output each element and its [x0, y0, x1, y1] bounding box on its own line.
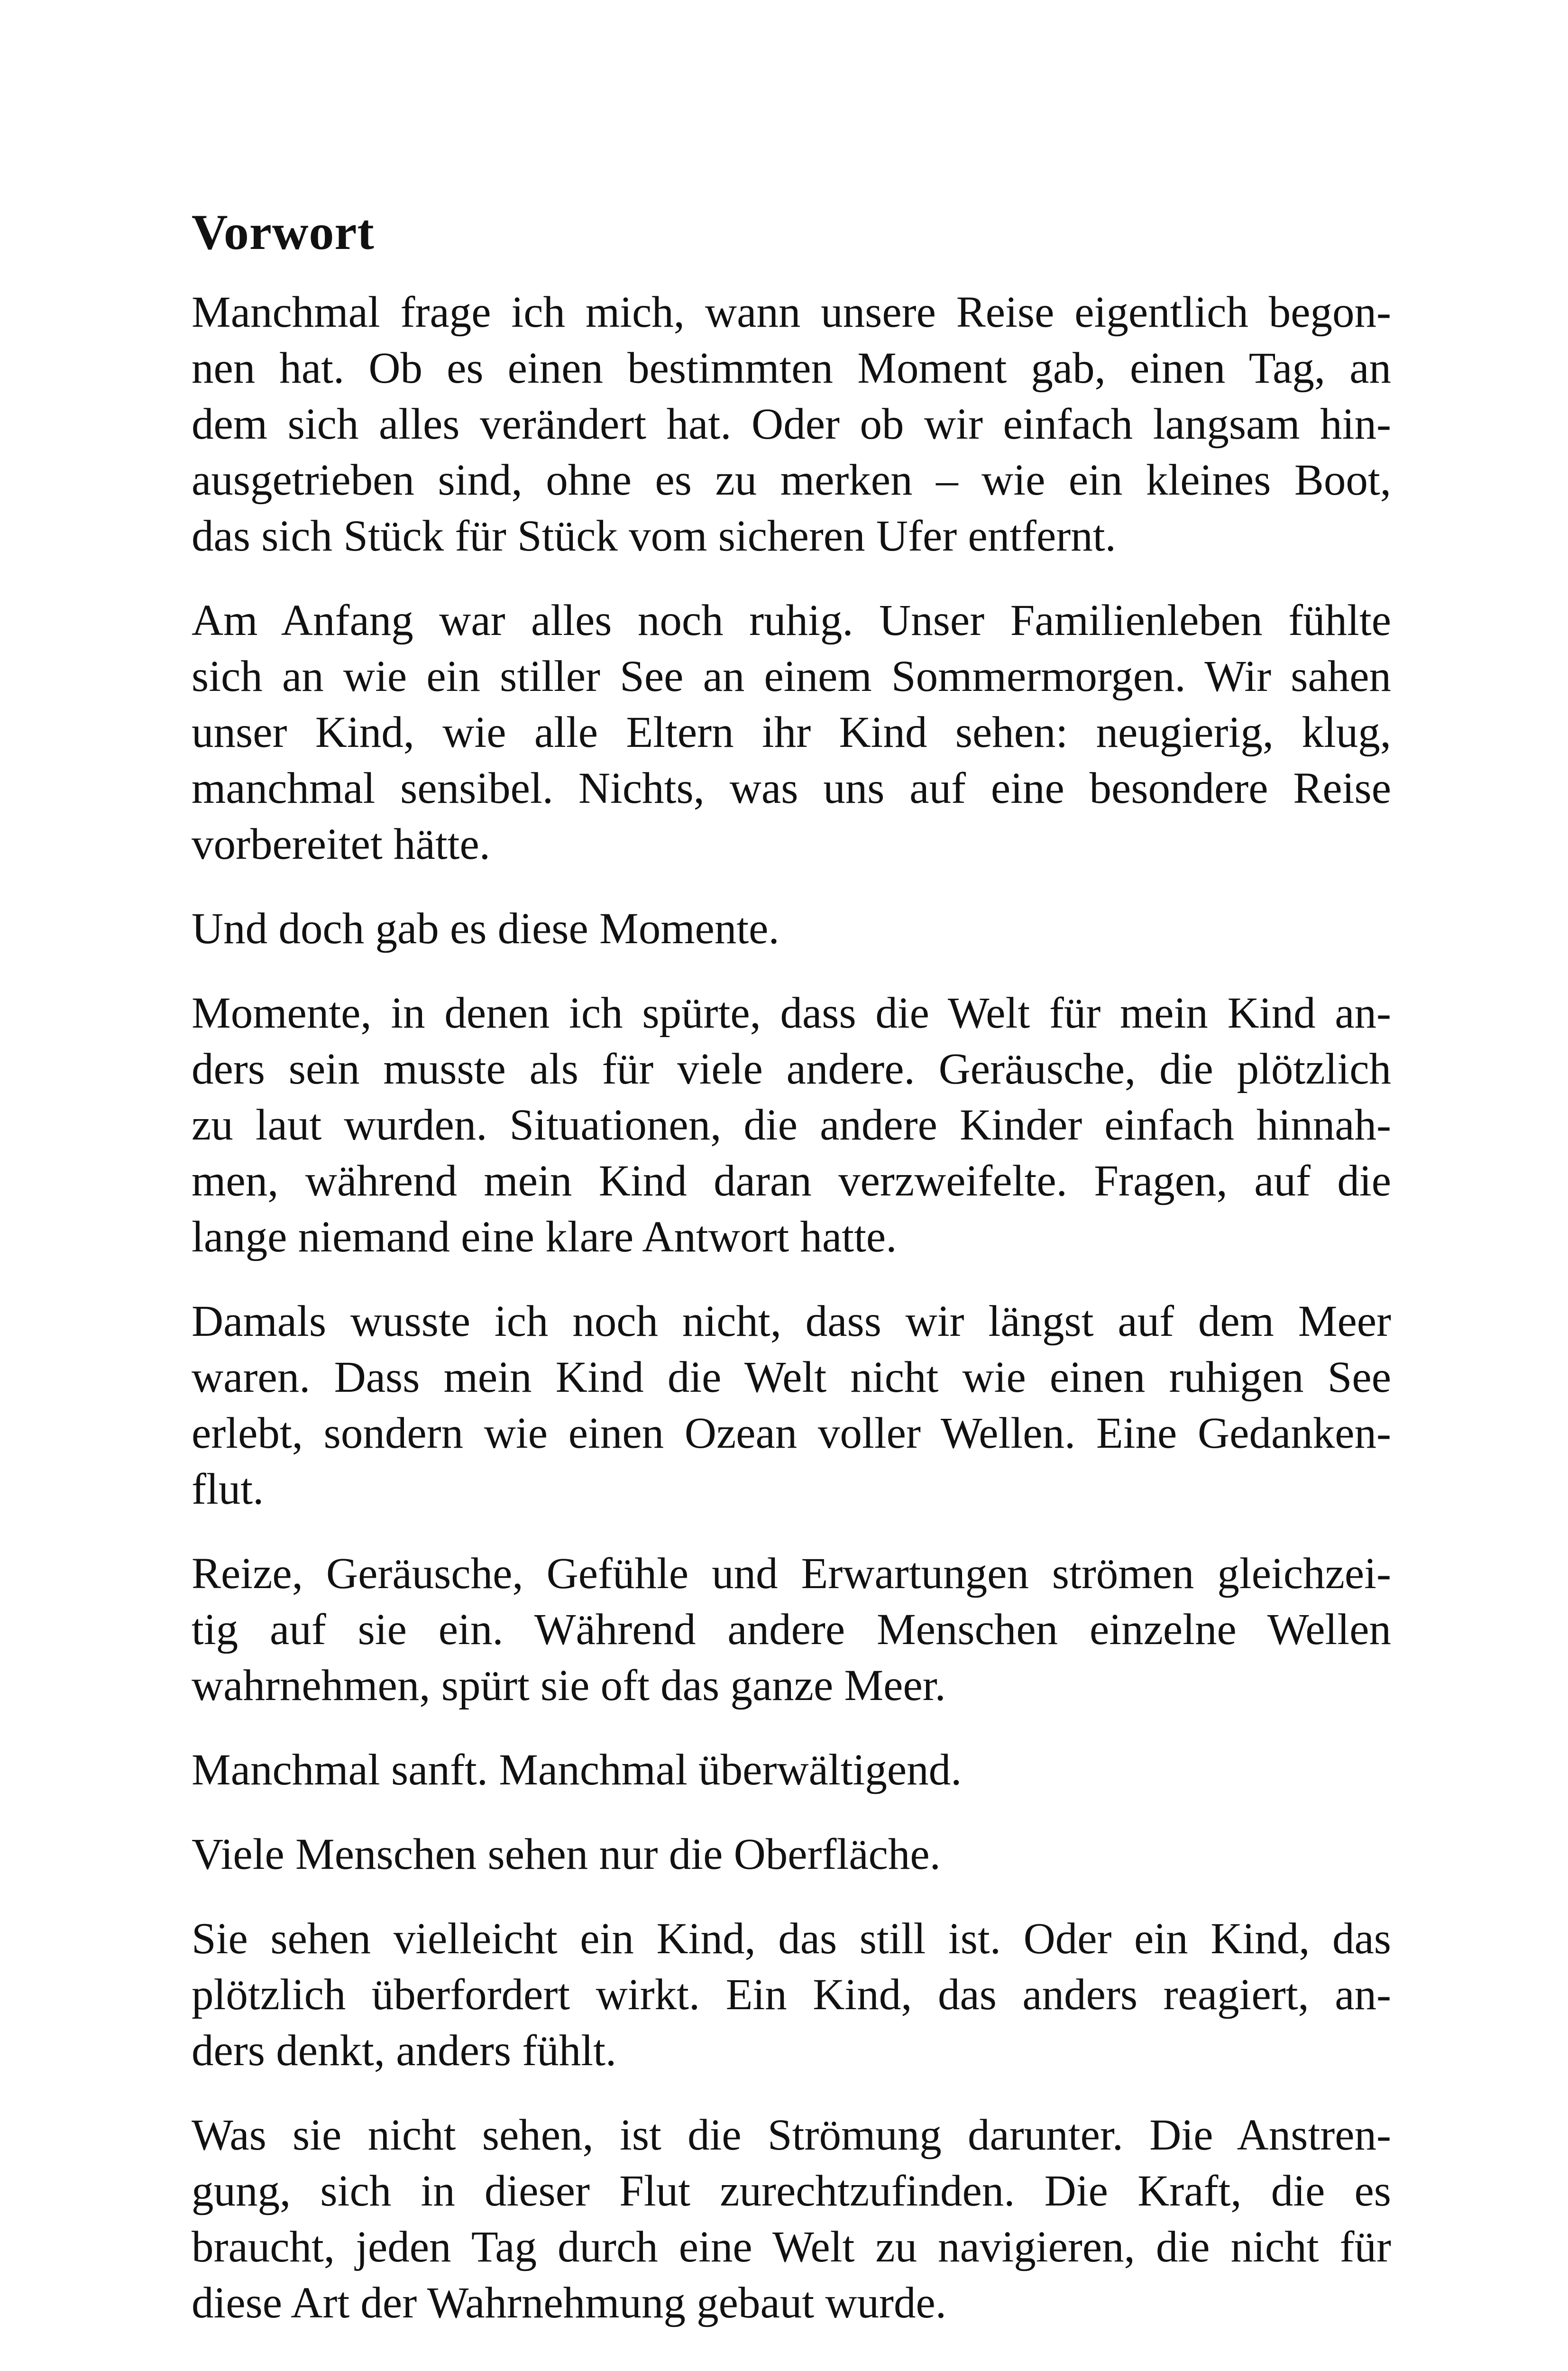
paragraph	[192, 1742, 1391, 1798]
text-line: unser Kind, wie alle Eltern ihr Kind sehen: neugierig, klug,	[192, 708, 1391, 757]
paragraph	[192, 1827, 1391, 1883]
text-line: dem sich alles verändert hat. Oder ob wir einfach langsam hin-	[192, 400, 1391, 449]
text-line: plötzlich überfordert wirkt. Ein Kind, das anders reagiert, an-	[192, 1970, 1391, 2019]
text-line: wahrnehmen, spürt sie oft das ganze Meer.	[192, 1661, 946, 1710]
text-line: Was sie nicht sehen, ist die Strömung darunter. Die Anstren-	[192, 2111, 1391, 2160]
text-line: Reize, Geräusche, Gefühle und Erwartungen strömen gleichzei-	[192, 1549, 1391, 1598]
text-line: erlebt, sondern wie einen Ozean voller Wellen. Eine Gedanken-	[192, 1409, 1391, 1458]
paragraph	[192, 2107, 1391, 2331]
text-line: das sich Stück für Stück vom sicheren Ufer entfernt.	[192, 512, 1116, 561]
chapter-heading: Vorwort	[192, 204, 375, 260]
text-line: manchmal sensibel. Nichts, was uns auf eine besondere Reise	[192, 764, 1391, 813]
text-line: braucht, jeden Tag durch eine Welt zu navigieren, die nicht für	[192, 2223, 1391, 2271]
text-line: ausgetrieben sind, ohne es zu merken – wie ein kleines Boot,	[192, 456, 1391, 505]
text-line: men, während mein Kind daran verzweifelte. Fragen, auf die	[192, 1157, 1391, 1205]
text-line: zu laut wurden. Situationen, die andere Kinder einfach hinnah-	[192, 1101, 1391, 1149]
text-line: Viele Menschen sehen nur die Oberfläche.	[192, 1830, 941, 1879]
text-line: tig auf sie ein. Während andere Menschen einzelne Wellen	[192, 1605, 1391, 1654]
text-line: Damals wusste ich noch nicht, dass wir längst auf dem Meer	[192, 1297, 1391, 1346]
text-line: lange niemand eine klare Antwort hatte.	[192, 1213, 897, 1261]
paragraph	[192, 985, 1391, 1265]
paragraph	[192, 285, 1391, 564]
text-line: flut.	[192, 1465, 264, 1514]
paragraph	[192, 1294, 1391, 1517]
text-line: vorbereitet hätte.	[192, 820, 491, 869]
text-line: Sie sehen vielleicht ein Kind, das still ist. Oder ein Kind, das	[192, 1914, 1391, 1963]
text-line: ders sein musste als für viele andere. Geräusche, die plötzlich	[192, 1045, 1391, 1094]
text-line: Am Anfang war alles noch ruhig. Unser Familienleben fühlte	[192, 596, 1391, 645]
text-line: Und doch gab es diese Momente.	[192, 904, 779, 953]
paragraph	[192, 593, 1391, 873]
paragraph	[192, 1911, 1391, 2079]
text-line: diese Art der Wahrnehmung gebaut wurde.	[192, 2279, 946, 2327]
text-line: ders denkt, anders fühlt.	[192, 2026, 617, 2075]
text-body	[192, 285, 1391, 2331]
text-line: sich an wie ein stiller See an einem Sommermorgen. Wir sahen	[192, 652, 1391, 701]
text-line: Manchmal sanft. Manchmal überwältigend.	[192, 1746, 962, 1794]
text-line: Momente, in denen ich spürte, dass die Welt für mein Kind an-	[192, 989, 1391, 1038]
text-line: Manchmal frage ich mich, wann unsere Reise eigentlich begon-	[192, 288, 1391, 337]
paragraph	[192, 901, 1391, 957]
text-line: gung, sich in dieser Flut zurechtzufinden. Die Kraft, die es	[192, 2167, 1391, 2215]
paragraph	[192, 1546, 1391, 1714]
text-line: nen hat. Ob es einen bestimmten Moment gab, einen Tag, an	[192, 344, 1391, 393]
page-content	[192, 199, 1391, 2360]
text-line: waren. Dass mein Kind die Welt nicht wie einen ruhigen See	[192, 1353, 1391, 1402]
